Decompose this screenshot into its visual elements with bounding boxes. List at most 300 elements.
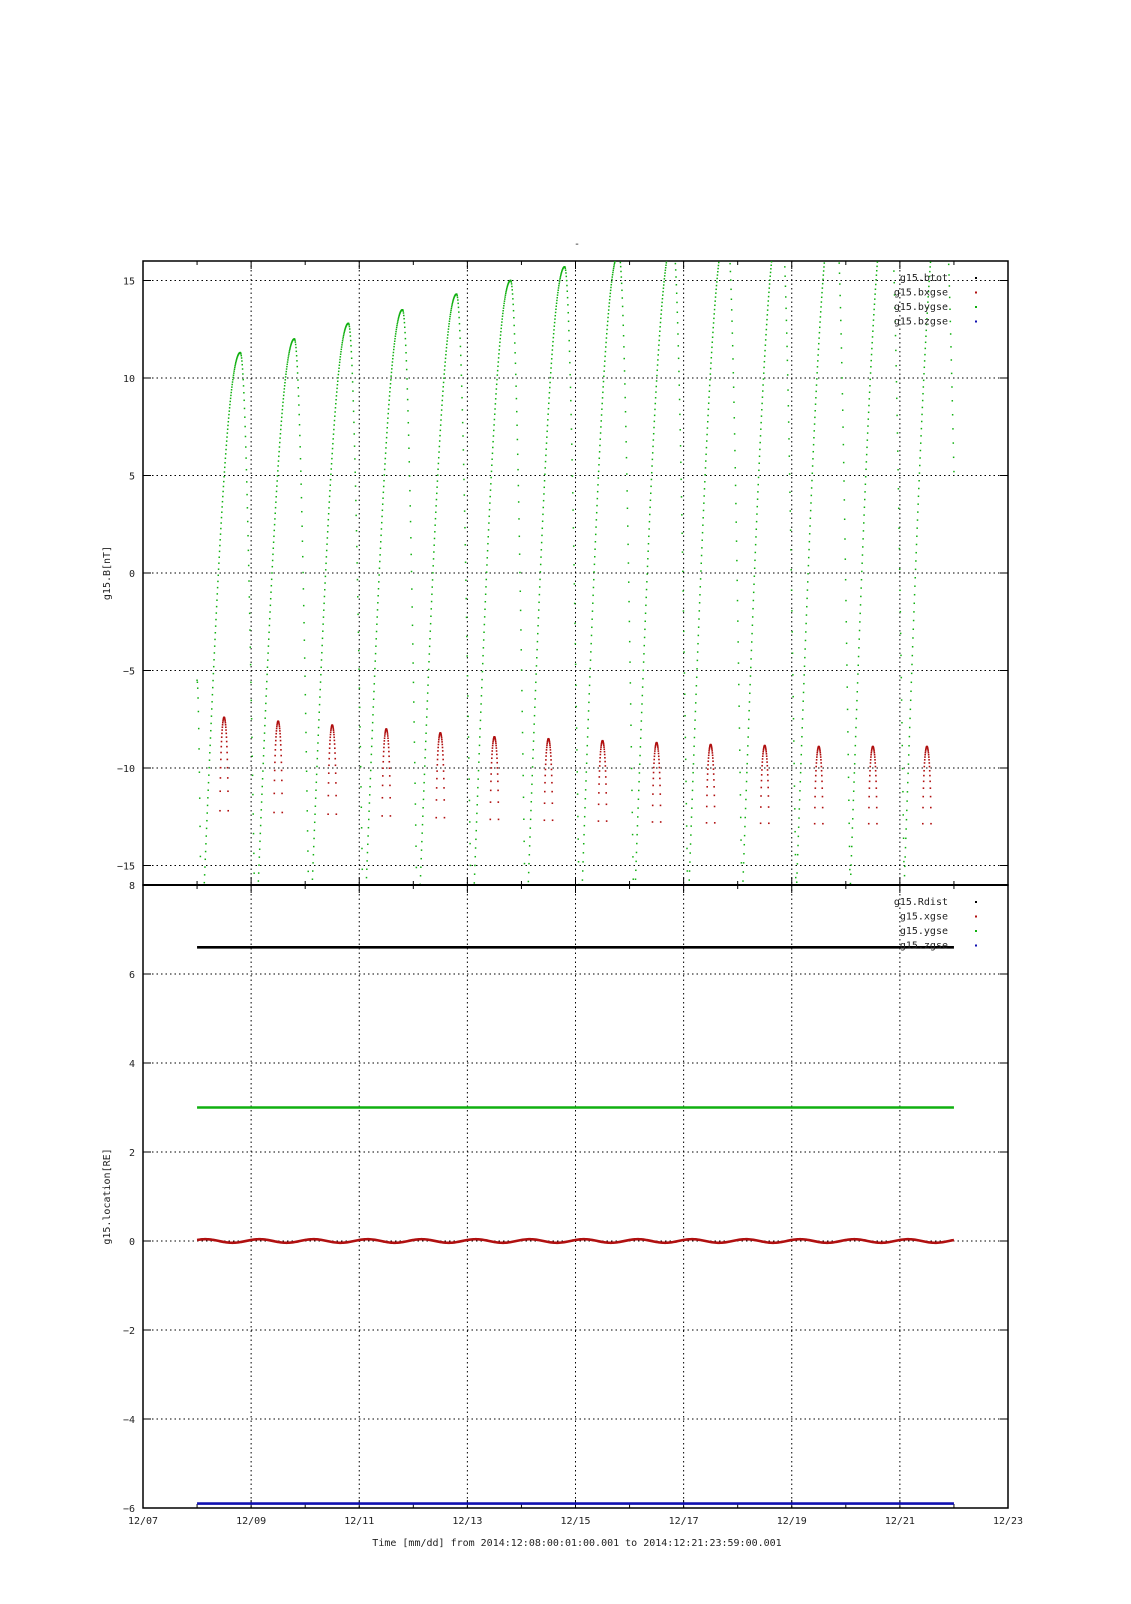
data-point [659,778,661,780]
data-point [928,762,930,764]
data-point [485,594,487,596]
data-point [772,248,774,250]
data-point [274,524,276,526]
data-point [806,598,808,600]
data-point [760,795,762,797]
data-point [197,687,199,689]
data-point [715,296,717,298]
data-point [549,387,551,389]
data-point [943,171,945,173]
data-point [888,184,890,186]
data-point [203,905,205,907]
data-point [618,253,620,255]
data-point [784,275,786,277]
data-point [607,325,609,327]
data-point [387,422,389,424]
data-point [223,481,225,483]
data-point [712,332,714,334]
data-point [422,815,424,817]
data-point [214,639,216,641]
data-point [417,953,419,955]
data-point [885,189,887,191]
data-point [924,354,926,356]
data-point [384,733,386,735]
data-point [766,755,768,757]
data-point [224,467,226,469]
data-point [251,718,253,720]
data-point [398,318,400,320]
data-point [445,350,447,352]
data-point [753,584,755,586]
data-point [902,745,904,747]
data-point [532,749,534,751]
data-point [661,309,663,311]
data-point [816,756,818,758]
data-point [859,613,861,615]
data-point [666,258,668,260]
data-point [612,270,614,272]
data-point [311,903,313,905]
data-point [624,383,626,385]
data-point [246,481,248,483]
data-point [671,240,673,242]
data-point [941,171,943,173]
data-point [616,254,618,256]
data-point [279,733,281,735]
data-point [552,349,554,351]
data-point [525,930,527,932]
data-point [428,677,430,679]
data-point [395,335,397,337]
data-point [333,728,335,730]
data-point [432,572,434,574]
data-point [591,627,593,629]
data-point [520,610,522,612]
data-point [875,284,877,286]
data-point [436,493,438,495]
data-point [624,397,626,399]
data-point [759,449,761,451]
data-point [536,649,538,651]
data-point [329,736,331,738]
data-point [383,743,385,745]
data-point [533,740,535,742]
data-point [363,953,365,955]
data-point [555,309,557,311]
data-point [364,919,366,921]
data-point [497,374,499,376]
data-point [648,543,650,545]
data-point [618,252,620,254]
data-point [216,599,218,601]
data-point [859,621,861,623]
data-point [321,652,323,654]
data-point [654,755,656,757]
data-point [839,272,841,274]
data-point [784,257,786,259]
data-point [821,766,823,768]
data-point [904,856,906,858]
data-point [230,401,232,403]
data-point [412,662,414,664]
data-point [375,638,377,640]
data-point [441,409,443,411]
data-point [397,321,399,323]
data-point [542,514,544,516]
data-point [429,638,431,640]
data-point [272,560,274,562]
data-point [476,813,478,815]
data-point [431,608,433,610]
data-point [583,834,585,836]
data-point [576,749,578,751]
data-point [595,526,597,528]
data-point [804,648,806,650]
data-point [539,579,541,581]
data-point [760,787,762,789]
data-point [875,279,877,281]
data-point [611,279,613,281]
data-point [837,236,839,238]
data-point [368,810,370,812]
data-point [708,757,710,759]
data-point [833,198,835,200]
data-point [484,616,486,618]
data-point [318,719,320,721]
data-point [218,568,220,570]
data-point [860,604,862,606]
data-point [494,408,496,410]
data-point [574,603,576,605]
legend-swatch-ygse [975,930,977,932]
data-point [211,708,213,710]
data-point [932,232,934,234]
data-point [638,781,640,783]
data-point [392,361,394,363]
data-point [677,333,679,335]
data-point [526,926,528,928]
data-point [858,656,860,658]
data-point [251,737,253,739]
data-point [423,782,425,784]
data-point [849,869,851,871]
data-point [392,355,394,357]
data-point [769,275,771,277]
data-point [546,744,548,746]
data-point [737,600,739,602]
data-point [222,722,224,724]
y-tick-label: −5 [122,666,135,678]
data-point [620,266,622,268]
data-point [545,759,547,761]
data-point [298,414,300,416]
data-point [471,930,473,932]
data-point [726,225,728,227]
y-tick-label: 8 [128,881,135,892]
data-point [744,826,746,828]
data-point [891,203,893,205]
legend-label-xgse: g15.xgse [899,911,948,923]
data-point [443,764,445,766]
data-point [815,391,817,393]
data-point [627,544,629,546]
data-point [452,302,454,304]
data-point [881,213,883,215]
data-point [248,580,250,582]
data-point [438,451,440,453]
data-point [882,208,884,210]
data-point [873,314,875,316]
data-point [920,435,922,437]
data-point [696,685,698,687]
data-point [926,330,928,332]
data-point [304,657,306,659]
data-point [449,316,451,318]
data-point [579,930,581,932]
data-point [687,893,689,895]
data-point [515,374,517,376]
data-point [452,303,454,305]
data-point [385,458,387,460]
data-point [889,186,891,188]
data-point [269,625,271,627]
data-point [626,473,628,475]
data-point [739,727,741,729]
data-point [501,324,503,326]
data-point [723,230,725,232]
data-point [589,676,591,678]
data-point [585,780,587,782]
data-point [942,171,944,173]
data-point [655,391,657,393]
data-point [463,479,465,481]
data-point [496,757,498,759]
data-point [433,544,435,546]
data-point [604,360,606,362]
data-point [464,510,466,512]
data-point [287,359,289,361]
data-point [369,794,371,796]
data-point [298,395,300,397]
x-tick-label: 12/11 [344,1516,375,1527]
data-point [876,266,878,268]
data-point [744,844,746,846]
data-point [550,759,552,761]
data-point [435,505,437,507]
data-point [500,328,502,330]
data-point [419,909,421,911]
data-point [850,874,852,876]
top-title: - [573,239,581,250]
data-point [404,327,406,329]
data-point [450,310,452,312]
data-point [713,779,715,781]
data-point [763,378,765,380]
data-point [801,745,803,747]
data-point [632,834,634,836]
data-point [335,399,337,401]
data-point [328,513,330,515]
data-point [701,547,703,549]
data-point [619,254,621,256]
data-point [697,651,699,653]
data-point [749,693,751,695]
data-point [225,453,227,455]
data-point [492,745,494,747]
data-point [795,900,797,902]
data-point [427,700,429,702]
data-point [443,787,445,789]
data-point [630,682,632,684]
data-point [495,393,497,395]
data-point [214,652,216,654]
data-point [243,385,245,387]
data-point [221,506,223,508]
data-point [923,787,925,789]
data-point [916,544,918,546]
data-point [653,433,655,435]
data-point [475,839,477,841]
data-point [922,400,924,402]
data-point [332,448,334,450]
data-point [496,762,498,764]
data-point [797,854,799,856]
data-point [405,338,407,340]
data-point [356,562,358,564]
data-point [844,499,846,501]
data-point [371,754,373,756]
data-point [334,740,336,742]
data-point [387,733,389,735]
data-point [658,750,660,752]
data-point [240,353,242,355]
data-point [390,815,392,817]
data-point [390,379,392,381]
data-point [679,414,681,416]
data-point [834,198,836,200]
data-point [652,446,654,448]
data-point [232,381,234,383]
data-point [790,569,792,571]
data-point [552,802,554,804]
data-point [603,746,605,748]
data-point [318,727,320,729]
data-point [203,898,205,900]
data-point [333,424,335,426]
data-point [305,713,307,715]
data-point [611,284,613,286]
data-point [753,600,755,602]
data-point [703,495,705,497]
data-point [766,761,768,763]
data-point [213,666,215,668]
data-point [197,681,199,683]
data-point [907,773,909,775]
data-point [857,691,859,693]
data-point [885,190,887,192]
data-point [595,534,597,536]
data-point [304,639,306,641]
data-point [199,771,201,773]
data-point [491,754,493,756]
data-point [781,212,783,214]
data-point [273,541,275,543]
data-point [323,603,325,605]
data-point [604,365,606,367]
data-point [661,305,663,307]
data-point [802,709,804,711]
data-point [720,244,722,246]
data-point [823,274,825,276]
data-point [202,921,204,923]
data-point [889,188,891,190]
data-point [761,769,763,771]
data-point [601,414,603,416]
data-point [845,600,847,602]
data-point [667,256,669,257]
data-point [560,275,562,277]
data-point [793,740,795,742]
data-point [591,618,593,620]
data-point [660,313,662,315]
data-point [246,494,248,496]
data-point [333,429,335,431]
data-point [700,578,702,580]
data-point [278,456,280,458]
data-point [496,379,498,381]
data-point [713,786,715,788]
data-point [644,637,646,639]
data-point [822,807,824,809]
data-point [407,399,409,401]
data-point [382,761,384,763]
data-point [809,541,811,543]
data-point [707,764,709,766]
data-point [336,391,338,393]
data-point [280,433,282,435]
data-point [281,793,283,795]
data-point [204,882,206,884]
data-point [871,752,873,754]
data-point [861,562,863,564]
data-point [935,205,937,207]
data-point [208,782,210,784]
data-point [333,736,335,738]
data-point [815,766,817,768]
data-point [456,295,458,297]
data-point [801,727,803,729]
data-point [592,595,594,597]
data-point [220,533,222,535]
data-point [417,953,419,955]
data-point [529,845,531,847]
data-point [552,341,554,343]
data-point [675,269,677,271]
data-point [805,631,807,633]
data-point [753,592,755,594]
data-point [842,409,844,411]
data-point [908,763,910,765]
data-point [718,265,720,267]
data-point [438,744,440,746]
data-point [762,751,764,753]
data-point [516,398,518,400]
data-point [296,355,298,357]
data-point [512,304,514,306]
data-point [814,423,816,425]
data-point [384,469,386,471]
data-point [775,229,777,231]
